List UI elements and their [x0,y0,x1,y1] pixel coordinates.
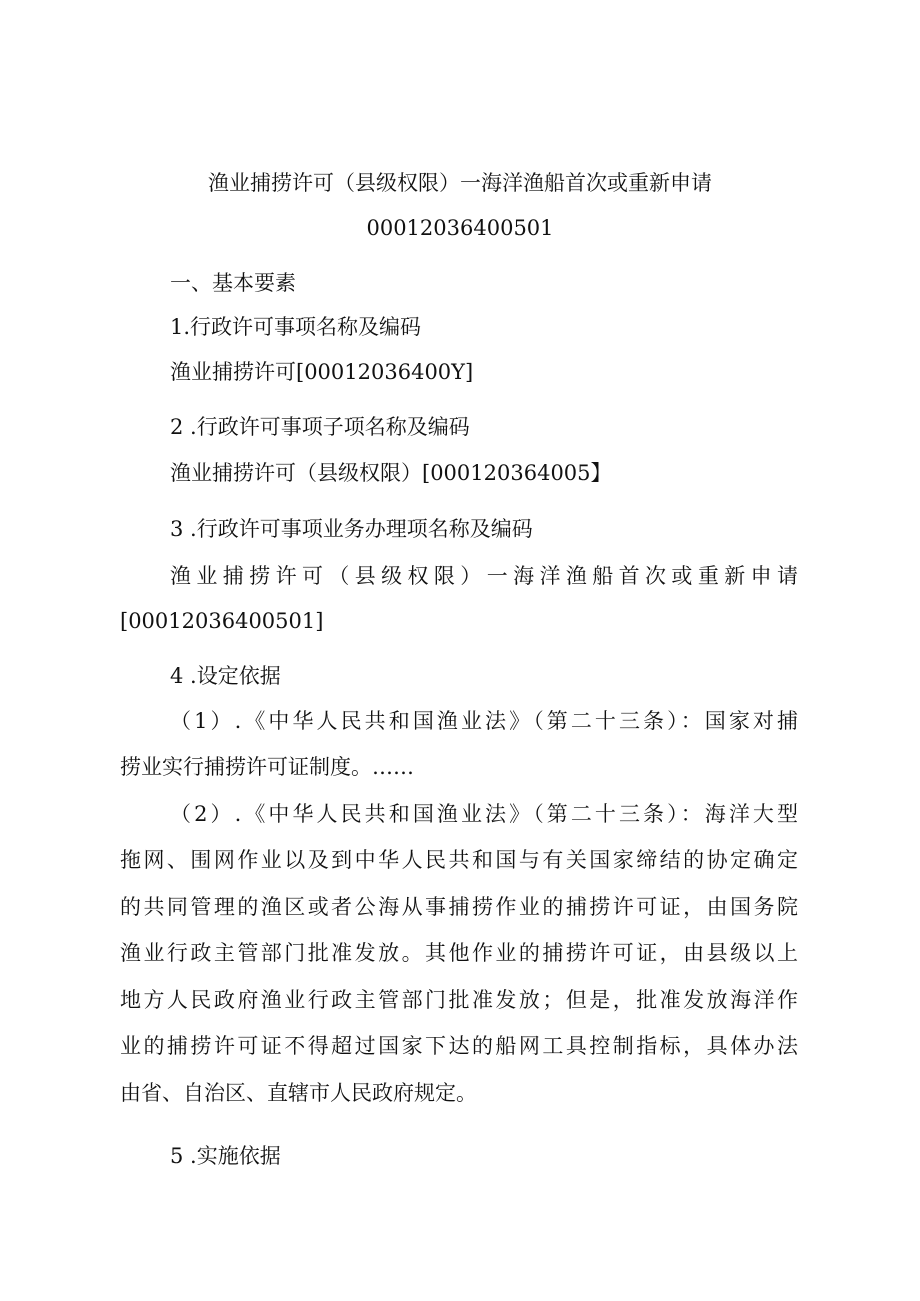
item3-value-line2: [00012036400501] [120,609,324,633]
item2-value: 渔业捕捞许可（县级权限）[000120364005】 [170,461,612,485]
item1-value: 渔业捕捞许可[00012036400Y] [170,360,474,384]
para2-line7: 由省、自治区、直辖市人民政府规定。 [120,1081,477,1105]
para2-line3: 的共同管理的渔区或者公海从事捕捞作业的捕捞许可证，由国务院 [120,895,798,919]
para2-line4: 渔业行政主管部门批准发放。其他作业的捕捞许可证，由县级以上 [120,941,798,965]
para1-line1: （1）.《中华人民共和国渔业法》（第二十三条）：国家对捕 [170,709,798,733]
item2-heading: 2 .行政许可事项子项名称及编码 [170,415,470,439]
document-title: 渔业捕捞许可（县级权限）一海洋渔船首次或重新申请 [208,171,712,195]
item3-heading: 3 .行政许可事项业务办理项名称及编码 [170,517,533,541]
para2-line5: 地方人民政府渔业行政主管部门批准发放；但是，批准发放海洋作 [120,988,798,1012]
para2-line1: （2）.《中华人民共和国渔业法》（第二十三条）：海洋大型 [170,802,798,826]
section-heading: 一、基本要素 [170,271,296,295]
para1-line2: 捞业实行捕捞许可证制度。…… [120,755,414,779]
para2-line6: 业的捕捞许可证不得超过国家下达的船网工具控制指标，具体办法 [120,1034,798,1058]
item3-value-line1: 渔业捕捞许可（县级权限）一海洋渔船首次或重新申请 [170,564,798,588]
item5-heading: 5 .实施依据 [170,1144,281,1168]
item1-heading: 1.行政许可事项名称及编码 [170,315,422,339]
para2-line2: 拖网、围网作业以及到中华人民共和国与有关国家缔结的协定确定 [120,848,798,872]
item4-heading: 4 .设定依据 [170,664,281,688]
document-code: 00012036400501 [366,216,554,240]
